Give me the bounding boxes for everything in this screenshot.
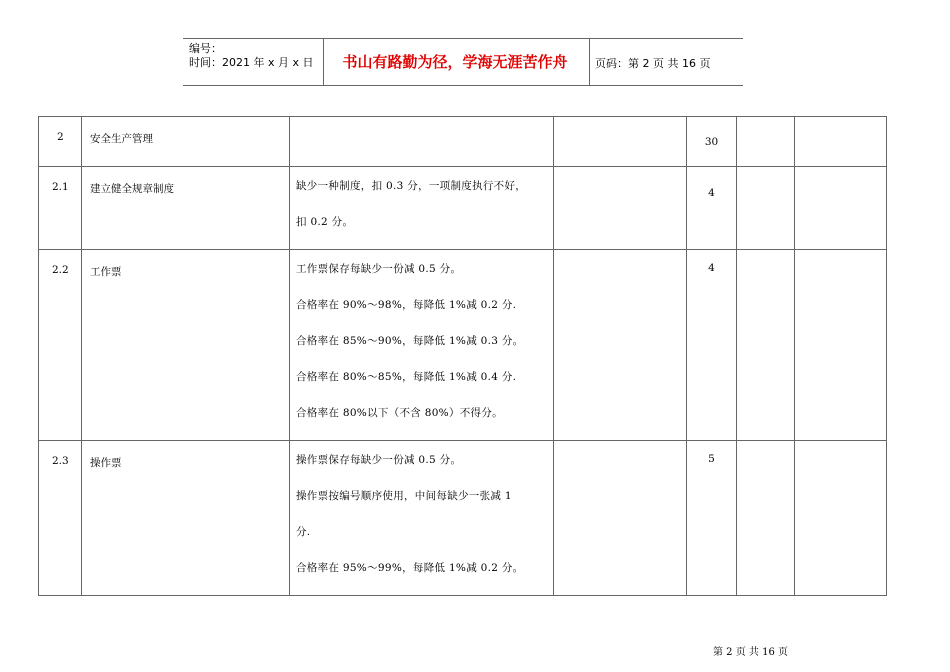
header-page-info: 页码：第 2 页 共 16 页 [595, 57, 711, 70]
rule-line: 分. [296, 526, 311, 538]
table-row [39, 117, 887, 167]
blank-cell [737, 250, 795, 441]
blank-cell [554, 167, 687, 250]
item-name: 建立健全规章制度 [82, 167, 290, 250]
table-row [39, 167, 887, 250]
item-name: 操作票 [82, 441, 290, 596]
rule-line: 缺少一种制度，扣 0.3 分，一项制度执行不好， [296, 180, 527, 192]
item-number: 2.2 [39, 250, 82, 441]
header-slogan: 书山有路勤为径，学海无涯苦作舟 [342, 53, 568, 71]
item-number: 2 [39, 117, 82, 167]
blank-cell [795, 441, 887, 596]
item-number: 2.3 [39, 441, 82, 596]
blank-cell [795, 117, 887, 167]
item-score: 5 [687, 441, 737, 596]
rule-line: 合格率在 95%～99%，每降低 1%减 0.2 分。 [296, 562, 524, 574]
rule-line: 操作票保存每缺少一份减 0.5 分。 [296, 454, 462, 466]
blank-cell [554, 250, 687, 441]
assessment-table [38, 116, 887, 596]
document-date-label: 时间：2021 年 x 月 x 日 [189, 56, 314, 69]
blank-cell [795, 167, 887, 250]
rule-line: 操作票按编号顺序使用，中间每缺少一张减 1 [296, 490, 512, 502]
rule-line: 合格率在 80%～85%，每降低 1%减 0.4 分. [296, 371, 517, 383]
item-rules [290, 167, 554, 250]
header-top-rule [183, 38, 743, 39]
blank-cell [554, 441, 687, 596]
rule-line: 合格率在 80%以下（不含 80%）不得分。 [296, 407, 503, 419]
table-row [39, 250, 887, 441]
item-rules [290, 441, 554, 596]
rule-line: 合格率在 85%～90%，每降低 1%减 0.3 分。 [296, 335, 524, 347]
page-header [183, 38, 743, 86]
blank-cell [737, 441, 795, 596]
header-divider [589, 38, 590, 86]
blank-cell [737, 117, 795, 167]
rule-line: 合格率在 90%～98%，每降低 1%减 0.2 分. [296, 299, 517, 311]
blank-cell [737, 167, 795, 250]
item-rules [290, 250, 554, 441]
table-row [39, 441, 887, 596]
blank-cell [795, 250, 887, 441]
item-number: 2.1 [39, 167, 82, 250]
item-name: 工作票 [82, 250, 290, 441]
item-score: 4 [687, 167, 737, 250]
page-footer: 第 2 页 共 16 页 [713, 647, 788, 658]
item-score: 4 [687, 250, 737, 441]
item-score: 30 [687, 117, 737, 167]
item-rules [290, 117, 554, 167]
rule-line: 扣 0.2 分。 [296, 216, 354, 228]
document-number-label: 编号： [189, 42, 222, 55]
item-name: 安全生产管理 [82, 117, 290, 167]
header-bottom-rule [183, 85, 743, 86]
rule-line: 工作票保存每缺少一份减 0.5 分。 [296, 263, 462, 275]
blank-cell [554, 117, 687, 167]
